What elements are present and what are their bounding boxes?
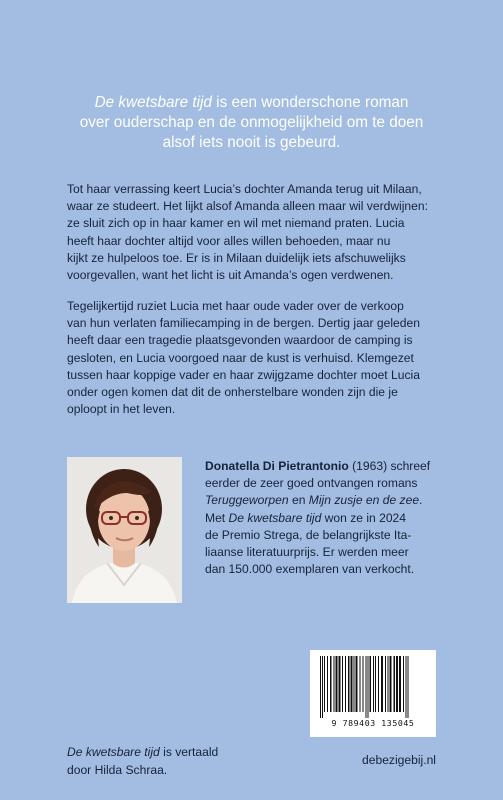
credit-line-2: door Hilda Schraa.: [67, 763, 168, 777]
bio-line-1: [205, 458, 437, 475]
barcode-bar: [390, 656, 392, 712]
barcode-bar: [339, 656, 341, 712]
barcode-bar: [336, 656, 338, 712]
book-title: De kwetsbare tijd: [228, 510, 322, 525]
barcode: [310, 650, 436, 737]
barcode-bar: [334, 656, 335, 712]
barcode-bar: [381, 656, 383, 712]
barcode-bar: [360, 656, 361, 712]
barcode-bar: [399, 656, 401, 712]
barcode-bar: [406, 656, 407, 718]
barcode-bar: [324, 656, 325, 712]
bio-text: en: [288, 493, 309, 508]
credit-book-title: De kwetsbare tijd: [67, 745, 160, 759]
isbn-number: 9 789403 135045: [331, 718, 415, 728]
bio-line-2: eerder de zeer goed ontvangen romans: [205, 476, 418, 491]
barcode-bar: [378, 656, 379, 712]
author-photo: [67, 457, 182, 603]
blurb-line: voorgevallen, want het licht is uit Amanda’s ogen verdwenen.: [67, 268, 394, 283]
barcode-bar: [342, 656, 343, 712]
blurb-line: heeft daar een tragedie plaatsgevonden waardoor de camping is: [67, 333, 413, 348]
bio-line-3: [205, 492, 437, 509]
barcode-bar: [320, 656, 321, 718]
blurb-line: oploopt in het leven.: [67, 402, 176, 417]
barcode-bar: [396, 656, 398, 712]
barcode-bar: [327, 656, 328, 712]
barcode-bar: [370, 656, 372, 712]
bio-text: .: [419, 493, 423, 508]
blurb-line: kijkt ze hulpeloos toe. Er is in Milaan duidelijk iets afschuwelijks: [67, 250, 406, 265]
barcode-bar: [345, 656, 346, 712]
barcode-bar: [363, 656, 364, 712]
book-title: Mijn zusje en de zee: [308, 493, 420, 508]
tagline-line-1: [40, 93, 463, 113]
barcode-bar: [403, 656, 404, 712]
blurb-line: onder ogen komen dat dit de onherstelbare wonden zijn die je: [67, 385, 398, 400]
blurb-line: waar ze studeert. Het lijkt alsof Amanda alleen maar wil verdwijnen:: [67, 199, 428, 214]
barcode-bar: [330, 656, 332, 712]
author-name: Donatella Di Pietrantonio: [205, 459, 349, 473]
blurb-line: Tot haar verrassing keert Lucia’s dochter Amanda terug uit Milaan,: [67, 182, 422, 196]
blurb-line: gesloten, en Lucia voorgoed naar de kust is verhuisd. Klemgezet: [67, 350, 414, 365]
blurb-paragraph-2: [67, 298, 436, 418]
blurb-line: ze sluit zich op in haar kamer en wil met niemand praten. Lucia: [67, 216, 405, 231]
blurb-line: van hun verlaten familiecamping in de bergen. Dertig jaar geleden: [67, 316, 420, 331]
blurb-line: Tegelijkertijd ruziet Lucia met haar oude vader over de verkoop: [67, 299, 404, 313]
credit-text: is vertaald: [159, 745, 219, 759]
bio-text: (1963) schreef: [348, 459, 431, 473]
blurb-line: tussen haar koppige vader en haar zwijgzame dochter moet Lucia: [67, 367, 420, 382]
tagline-line-2: over ouderschap en de onmogelijkheid om te doen: [79, 114, 424, 131]
barcode-bar: [385, 656, 386, 712]
barcode-bars: [318, 656, 428, 718]
tagline-book-title: De kwetsbare tijd: [94, 94, 212, 111]
barcode-bar: [356, 656, 358, 712]
barcode-bar: [373, 656, 374, 712]
barcode-bar: [322, 656, 323, 718]
bio-text: won ze in 2024: [321, 510, 407, 525]
bio-line-7: dan 150.000 exemplaren van verkocht.: [205, 562, 415, 577]
credit-line-1: [67, 743, 218, 761]
bio-line-5: de Premio Strega, de belangrijkste Ita-: [205, 527, 412, 542]
barcode-bar: [348, 656, 350, 712]
bio-line-6: liaanse literatuurprijs. Er werden meer: [205, 545, 409, 560]
barcode-bar: [354, 656, 355, 712]
blurb-paragraph-1: [67, 181, 436, 284]
barcode-bar: [375, 656, 376, 712]
barcode-bar: [388, 656, 389, 712]
barcode-bar: [368, 656, 369, 718]
tagline-line-1-rest: is een wonderschone roman: [211, 94, 409, 111]
author-bio: [205, 458, 437, 578]
translation-credit: [67, 743, 218, 779]
author-portrait-illustration: [67, 457, 182, 603]
book-title: Teruggeworpen: [205, 493, 289, 508]
blurb-line: heeft haar dochter altijd voor alles willen behoeden, maar nu: [67, 233, 391, 248]
barcode-bar: [366, 656, 367, 718]
barcode-bar: [394, 656, 396, 712]
barcode-bar: [351, 656, 353, 712]
publisher-url: debezigebij.nl: [362, 753, 436, 767]
barcode-bar: [408, 656, 409, 718]
tagline-line-3: alsof iets nooit is gebeurd.: [162, 134, 341, 151]
bio-text: Met: [205, 510, 229, 525]
tagline: [40, 93, 463, 153]
bio-line-4: [205, 510, 437, 527]
